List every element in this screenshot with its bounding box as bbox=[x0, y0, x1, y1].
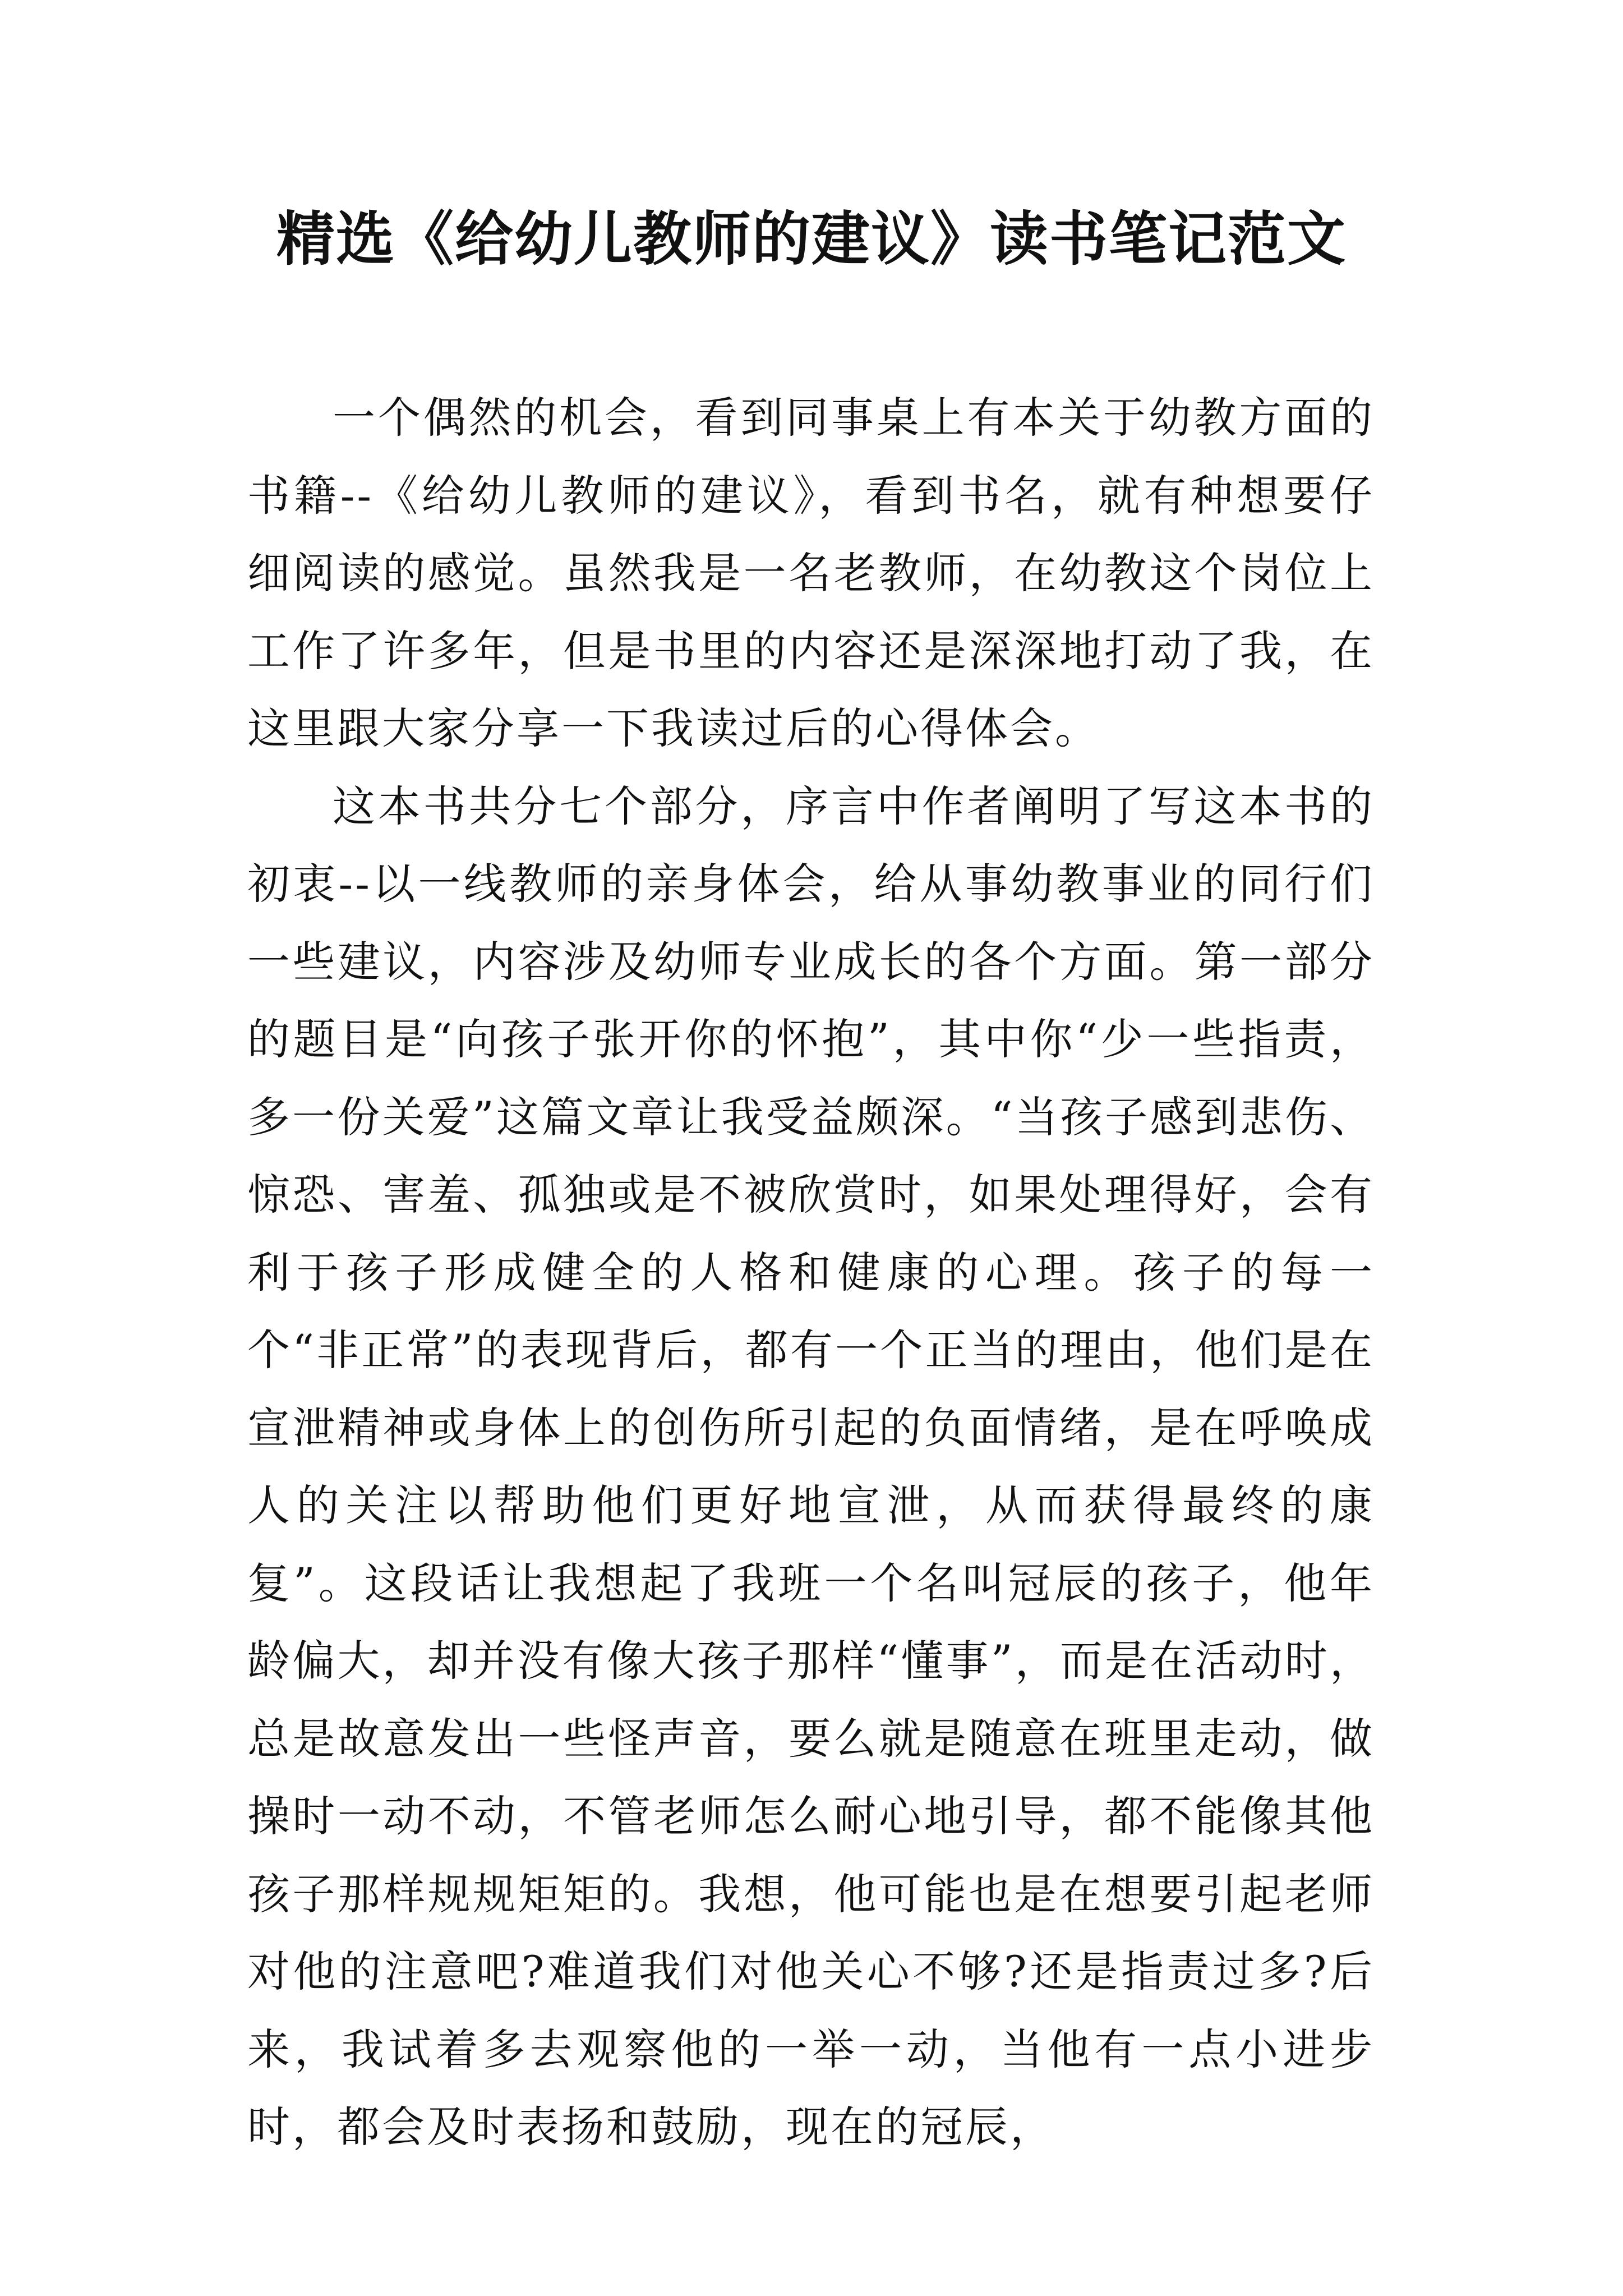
document-body bbox=[247, 379, 1375, 2166]
paragraph-2: 这本书共分七个部分，序言中作者阐明了写这本书的初衷--以一线教师的亲身体会，给从事幼教事业的同行们一些建议，内容涉及幼师专业成长的各个方面。第一部分的题目是“向孩子张开你的怀抱”，其中你“少一些指责，多一份关爱”这篇文章让我受益颇深。“当孩子感到悲伤、惊恐、害羞、孤独或是不被欣赏时，如果处理得好，会有利于孩子形成健全的人格和健康的心理。孩子的每一个“非正常”的表现背后，都有一个正当的理由，他们是在宣泄精神或身体上的创伤所引起的负面情绪，是在呼唤成人的关注以帮助他们更好地宣泄，从而获得最终的康复”。这段话让我想起了我班一个名叫冠辰的孩子，他年龄偏大，却并没有像大孩子那样“懂事”，而是在活动时，总是故意发出一些怪声音，要么就是随意在班里走动，做操时一动不动，不管老师怎么耐心地引导，都不能像其他孩子那样规规矩矩的。我想，他可能也是在想要引起老师对他的注意吧?难道我们对他关心不够?还是指责过多?后来，我试着多去观察他的一举一动，当他有一点小进步时，都会及时表扬和鼓励，现在的冠辰， bbox=[247, 781, 1375, 2152]
document-title: 精选《给幼儿教师的建议》读书笔记范文 bbox=[276, 205, 1347, 273]
paragraph-1: 一个偶然的机会，看到同事桌上有本关于幼教方面的书籍--《给幼儿教师的建议》，看到书名，就有种想要仔细阅读的感觉。虽然我是一名老教师，在幼教这个岗位上工作了许多年，但是书里的内容还是深深地打动了我，在这里跟大家分享一下我读过后的心得体会。 bbox=[247, 393, 1375, 753]
